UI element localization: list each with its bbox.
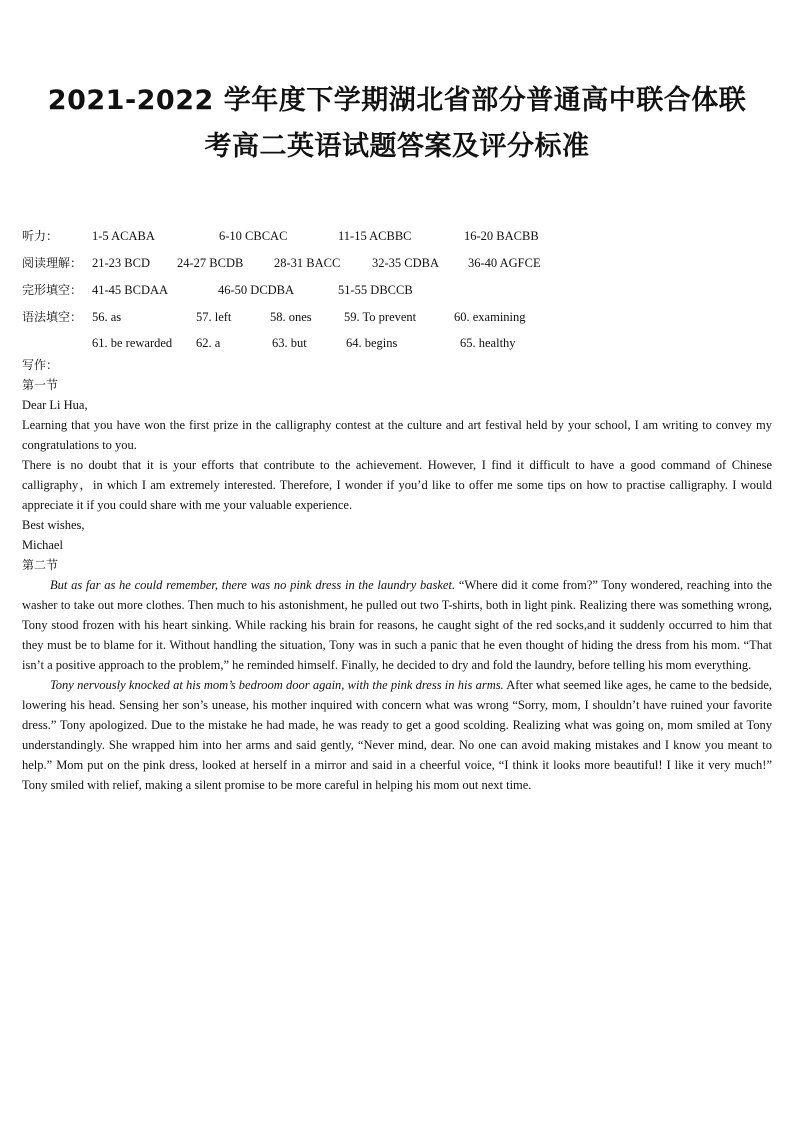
writing-section [22, 355, 772, 795]
answer-cell: 65. healthy [460, 336, 516, 350]
letter-greeting: Dear Li Hua, [22, 398, 88, 412]
answer-cell: 63. but [272, 336, 307, 350]
answer-cell: 21-23 BCD [92, 256, 150, 270]
story-paragraph-2-lead: Tony nervously knocked at his mom’s bedroom door again, with the pink dress in his arms. [50, 678, 504, 692]
story-paragraph-1-lead: But as far as he could remember, there was no pink dress in the laundry basket. [50, 578, 456, 592]
cloze-label: 完形填空： [22, 283, 83, 297]
answer-cell: 24-27 BCDB [177, 256, 244, 270]
answer-cell: 32-35 CDBA [372, 256, 440, 270]
reading-label: 阅读理解： [22, 256, 83, 270]
story-paragraph-1 [22, 575, 772, 675]
answer-cell: 16-20 BACBB [464, 229, 539, 243]
listening-label: 听力： [22, 229, 59, 243]
letter-closing: Best wishes, [22, 518, 85, 532]
answer-cell: 60. examining [454, 310, 526, 324]
title-line-1: 2021-2022 学年度下学期湖北省部分普通高中联合体联 [47, 85, 747, 116]
story-paragraph-2-body: After what seemed like ages, he came to the bedside, lowering his head. Sensing her son’s unease, his mother inquired with concern what was wrong “Sorry, mom, I shouldn’t have ruined your favorite dress.” Tony apologized. Due to the mistake he had made, he was ready to get a good scolding. Realizing what was going on, mom smiled at Tony understandingly. She wrapped him into her arms and said gently, “Never mind, dear. No one can avoid making mistakes and I know you meant to help.” Mom put on the pink dress, looked at herself in a mirror and said in a cheerful voice, “I think it looks more beautiful! I like it very much!” Tony smiled with relief, making a silent promise to be more careful in helping his mom out next time. [22, 678, 772, 792]
title-line-2: 考高二英语试题答案及评分标准 [204, 131, 590, 162]
writing-label: 写作： [22, 358, 59, 372]
section-2-label: 第二节 [22, 558, 59, 572]
answer-cell: 11-15 ACBBC [338, 229, 412, 243]
answer-cell: 56. as [92, 310, 122, 324]
answer-cell: 46-50 DCDBA [218, 283, 295, 297]
story-paragraph-1-body: “Where did it come from?” Tony wondered, reaching into the washer to take out more clothes. Then much to his astonishment, he pulled out two T-shirts, both in light pink. Realizing there was something wrong, Tony stood frozen with his heart sinking. While racking his brain for reasons, he caught sight of the red socks,and it suddenly occurred to him that they must be to blame for it. Without handling the situation, Tony was in such a panic that he even thought of hiding the dress from his mom. “That isn’t a positive approach to the problem,” he reminded himself. Finally, he decided to dry and fold the laundry, before telling his mom everything. [22, 578, 772, 672]
answer-cell: 59. To prevent [344, 310, 417, 324]
answer-cell: 64. begins [346, 336, 398, 350]
section-1-label: 第一节 [22, 378, 59, 392]
answer-cell: 58. ones [270, 310, 312, 324]
story-paragraph-2 [22, 675, 772, 795]
answer-cell: 36-40 AGFCE [468, 256, 541, 270]
answer-cell: 28-31 BACC [274, 256, 341, 270]
letter-signature: Michael [22, 538, 63, 552]
answer-cell: 41-45 BCDAA [92, 283, 169, 297]
grammar-label: 语法填空： [22, 310, 83, 324]
answer-cell: 62. a [196, 336, 221, 350]
answer-cell: 61. be rewarded [92, 336, 173, 350]
letter-paragraph-2: There is no doubt that it is your efforts that contribute to the achievement. However, I find it difficult to have a good command of Chinese calligraphy，in which I am extremely interested. Therefore, I wonder if you’d like to offer me some tips on how to practise calligraphy. I would appreciate it if you could share with me your valuable experience. [22, 458, 772, 512]
letter-paragraph-1: Learning that you have won the first prize in the calligraphy contest at the culture and art festival held by your school, I am writing to convey my congratulations to you. [22, 418, 772, 452]
answer-cell: 57. left [196, 310, 232, 324]
answer-cell: 6-10 CBCAC [219, 229, 288, 243]
answer-cell: 1-5 ACABA [92, 229, 155, 243]
answer-cell: 51-55 DBCCB [338, 283, 413, 297]
